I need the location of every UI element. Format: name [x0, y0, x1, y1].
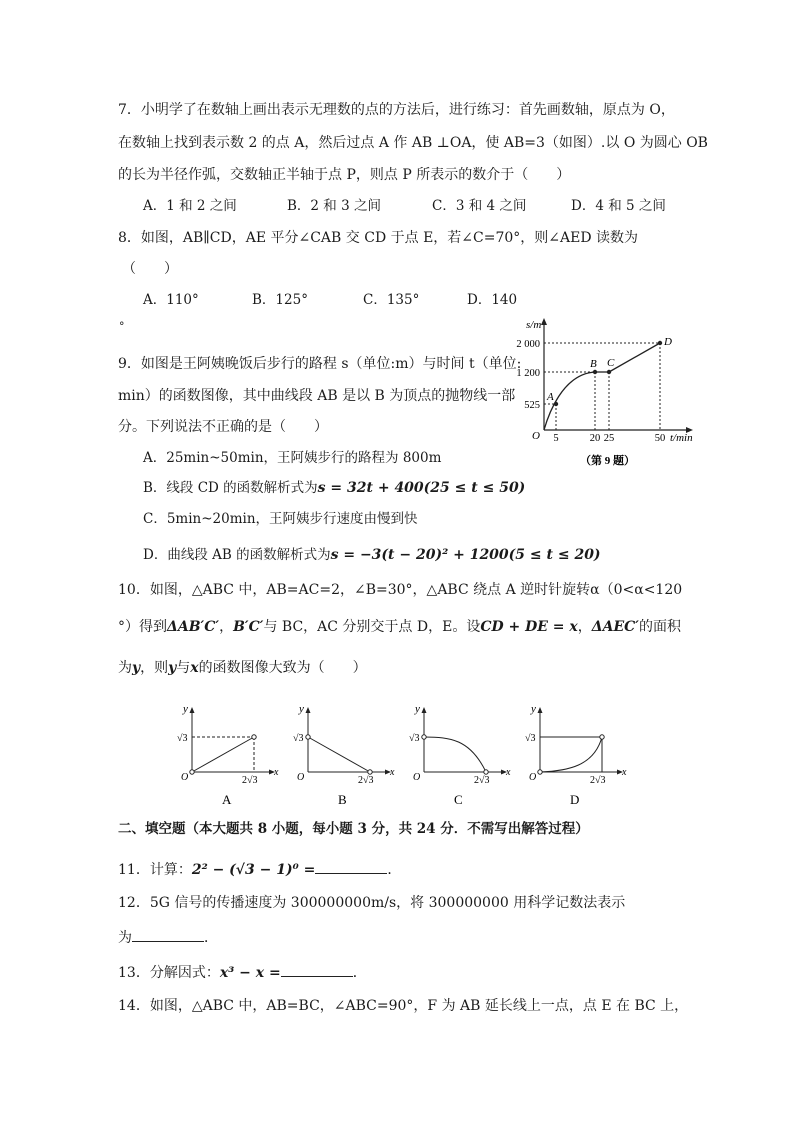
q7-line-1: 7．小明学了在数轴上画出表示无理数的点的方法后，进行练习：首先画数轴，原点为 O，: [118, 102, 675, 118]
q9-option-b-formula: s = 32t + 400(25 ≤ t ≤ 50): [317, 480, 526, 496]
sqrt3-label: √3: [409, 733, 420, 744]
q12-line-2: [118, 927, 218, 947]
q12-answer-blank[interactable]: [132, 927, 204, 942]
q9-option-c: C．5min~20min，王阿姨步行速度由慢到快: [143, 511, 418, 527]
origin-label: O: [413, 772, 421, 783]
q10-symbol-y2: y: [168, 660, 177, 676]
x-tick-label: 5: [553, 433, 559, 444]
point-label-B: B: [590, 358, 597, 370]
q12-line-1: 12．5G 信号的传播速度为 300000000m/s，将 300000000 用科学记数法表示: [118, 895, 626, 911]
q10-line-3a: 为: [118, 660, 132, 676]
point-label-D: D: [664, 336, 672, 348]
q11-line: [118, 859, 401, 879]
q10-symbol-aec: ΔAEC′: [591, 619, 639, 635]
q11-formula: 2² − (√3 − 1)⁰ =: [191, 862, 316, 878]
q9-option-d: [143, 546, 601, 564]
open-point: [538, 770, 542, 774]
sqrt3-label: √3: [177, 733, 188, 744]
graph-label-a: A: [222, 792, 232, 807]
q11-suffix: ．: [387, 862, 402, 878]
curve-concave-up: [540, 737, 602, 772]
graph-label-c: C: [454, 792, 463, 807]
two-sqrt3-label: 2√3: [590, 775, 606, 786]
open-point: [306, 735, 310, 739]
y-axis-arrow: [190, 707, 195, 713]
graph-option-d: [516, 700, 634, 812]
q9-option-d-formula: s = −3(t − 20)² + 1200(5 ≤ t ≤ 20): [330, 547, 601, 563]
q8-tail-degree: °: [119, 320, 125, 333]
q13-answer-blank[interactable]: [281, 962, 353, 977]
q10-line-2e: 的面积: [638, 619, 681, 635]
two-sqrt3-label: 2√3: [474, 775, 490, 786]
y-axis-arrow: [422, 707, 427, 713]
graph-option-b: [284, 700, 402, 812]
two-sqrt3-label: 2√3: [242, 775, 258, 786]
open-point: [252, 735, 256, 739]
q10-symbol-y: y: [132, 660, 141, 676]
x-tick-label: 25: [603, 433, 615, 444]
y-tick-label: 1 200: [516, 368, 540, 379]
y-axis-label: s/m: [526, 319, 542, 331]
q14-line-1: 14．如图，△ABC 中，AB=BC，∠ABC=90°，F 为 AB 延长线上一点，点 E 在 BC 上，: [118, 998, 689, 1014]
graph-label-d: D: [570, 792, 580, 807]
x-tick-label: 20: [589, 433, 601, 444]
q13-prefix: 13．分解因式：: [118, 965, 220, 981]
q8-option-d: D．140: [467, 292, 518, 308]
q7-option-c: C．3 和 4 之间: [432, 198, 527, 214]
q10-line-3c: 与: [176, 660, 191, 676]
q7-option-b: B．2 和 3 之间: [287, 198, 381, 214]
q10-line-3: [118, 659, 367, 677]
section-2-heading: 二、填空题（本大题共 8 小题，每小题 3 分，共 24 分．不需写出解答过程）: [118, 821, 589, 837]
y-label: y: [531, 703, 536, 715]
q10-symbol-bc: B′C′: [233, 619, 264, 635]
graph-option-c: [400, 700, 518, 812]
x-axis-label: t/min: [670, 432, 693, 444]
q9-option-b-text: B．线段 CD 的函数解析式为: [143, 480, 318, 496]
open-point: [600, 735, 604, 739]
x-label: x: [506, 767, 511, 778]
q9-option-d-text: D．曲线段 AB 的函数解析式为: [143, 547, 331, 563]
y-tick-label: 2 000: [516, 339, 540, 350]
q7-line-3: 的长为半径作弧，交数轴正半轴于点 P，则点 P 所表示的数介于（ ）: [118, 167, 571, 183]
q10-line-2a: °）得到: [118, 619, 167, 635]
q12-prefix: 为: [118, 930, 132, 946]
point-label-A: A: [547, 391, 554, 403]
q9-line-3: 分。下列说法不正确的是（ ）: [118, 419, 328, 435]
q8-option-b: B．125°: [252, 292, 308, 308]
graph-label-b: B: [338, 792, 347, 807]
y-label: y: [415, 703, 420, 715]
open-point: [422, 735, 426, 739]
q7-line-2: 在数轴上找到表示数 2 的点 A，然后过点 A 作 AB ⊥OA，使 AB=3（如图）.以 O 为圆心 OB: [118, 135, 708, 151]
x-tick-label: 50: [654, 433, 666, 444]
q10-line-1: 10．如图，△ABC 中，AB=AC=2，∠B=30°，△ABC 绕点 A 逆时针旋转α（0<α<120: [118, 582, 683, 598]
curve-concave-down: [424, 737, 486, 772]
data-point-D: [658, 341, 662, 345]
q10-line-3d: 的函数图像大致为（ ）: [198, 660, 367, 676]
data-point-A: [554, 402, 558, 406]
graph-option-a: [168, 700, 286, 812]
q9-line-2: min）的函数图像，其中曲线段 AB 是以 B 为顶点的抛物线一部: [118, 388, 516, 404]
sqrt3-label: √3: [525, 733, 536, 744]
q13-line: [118, 962, 367, 982]
q9-option-a: A．25min~50min，王阿姨步行的路程为 800m: [143, 450, 442, 466]
curve-rising-line: [192, 737, 254, 772]
x-label: x: [274, 767, 279, 778]
q8-option-c: C．135°: [363, 292, 420, 308]
q10-line-2: [118, 618, 681, 636]
q13-formula: x³ − x =: [219, 965, 281, 981]
y-tick-label: 525: [524, 400, 540, 411]
q11-prefix: 11．计算：: [118, 862, 192, 878]
q8-line-1: 8．如图，AB∥CD，AE 平分∠CAB 交 CD 于点 E，若∠C=70°，则∠AED 读数为: [118, 230, 639, 246]
q7-option-d: D．4 和 5 之间: [571, 198, 666, 214]
q9-line-1: 9．如图是王阿姨晚饭后步行的路程 s（单位:m）与时间 t（单位:: [118, 356, 522, 372]
q7-option-a: A．1 和 2 之间: [143, 198, 237, 214]
y-axis-arrow: [541, 318, 547, 325]
q10-symbol-equation: CD + DE = x: [480, 619, 578, 635]
q10-symbol-x: x: [190, 660, 199, 676]
q10-line-3b: ，则: [140, 660, 169, 676]
origin-label: O: [532, 430, 540, 442]
data-point-C: [607, 370, 611, 374]
q8-option-a: A．110°: [143, 292, 199, 308]
y-label: y: [299, 703, 304, 715]
q10-line-2c: 与 BC，AC 分别交于点 D，E。设: [263, 619, 481, 635]
x-label: x: [622, 767, 627, 778]
q8-line-2: （ ）: [122, 261, 178, 277]
fig9-caption: （第 9 题）: [580, 455, 635, 467]
q10-symbol-triangle: ΔAB′C′: [167, 619, 220, 635]
origin-label: O: [181, 772, 189, 783]
q10-line-2d: ，: [577, 619, 592, 635]
y-label: y: [183, 703, 188, 715]
q12-suffix: ．: [204, 930, 218, 946]
curve-falling-line: [308, 737, 370, 772]
y-axis-arrow: [538, 707, 543, 713]
origin-label: O: [297, 772, 305, 783]
q11-answer-blank[interactable]: [315, 859, 387, 874]
open-point: [190, 770, 194, 774]
open-point: [484, 770, 488, 774]
q13-suffix: ．: [352, 965, 367, 981]
two-sqrt3-label: 2√3: [358, 775, 374, 786]
segment-cd: [609, 343, 660, 372]
x-label: x: [390, 767, 395, 778]
point-label-C: C: [607, 357, 615, 369]
open-point: [368, 770, 372, 774]
q10-line-2b: ，: [219, 619, 234, 635]
origin-label: O: [529, 772, 537, 783]
sqrt3-label: √3: [293, 733, 304, 744]
y-axis-arrow: [306, 707, 311, 713]
q9-distance-time-chart: [516, 312, 720, 472]
q9-option-b: [143, 479, 525, 497]
